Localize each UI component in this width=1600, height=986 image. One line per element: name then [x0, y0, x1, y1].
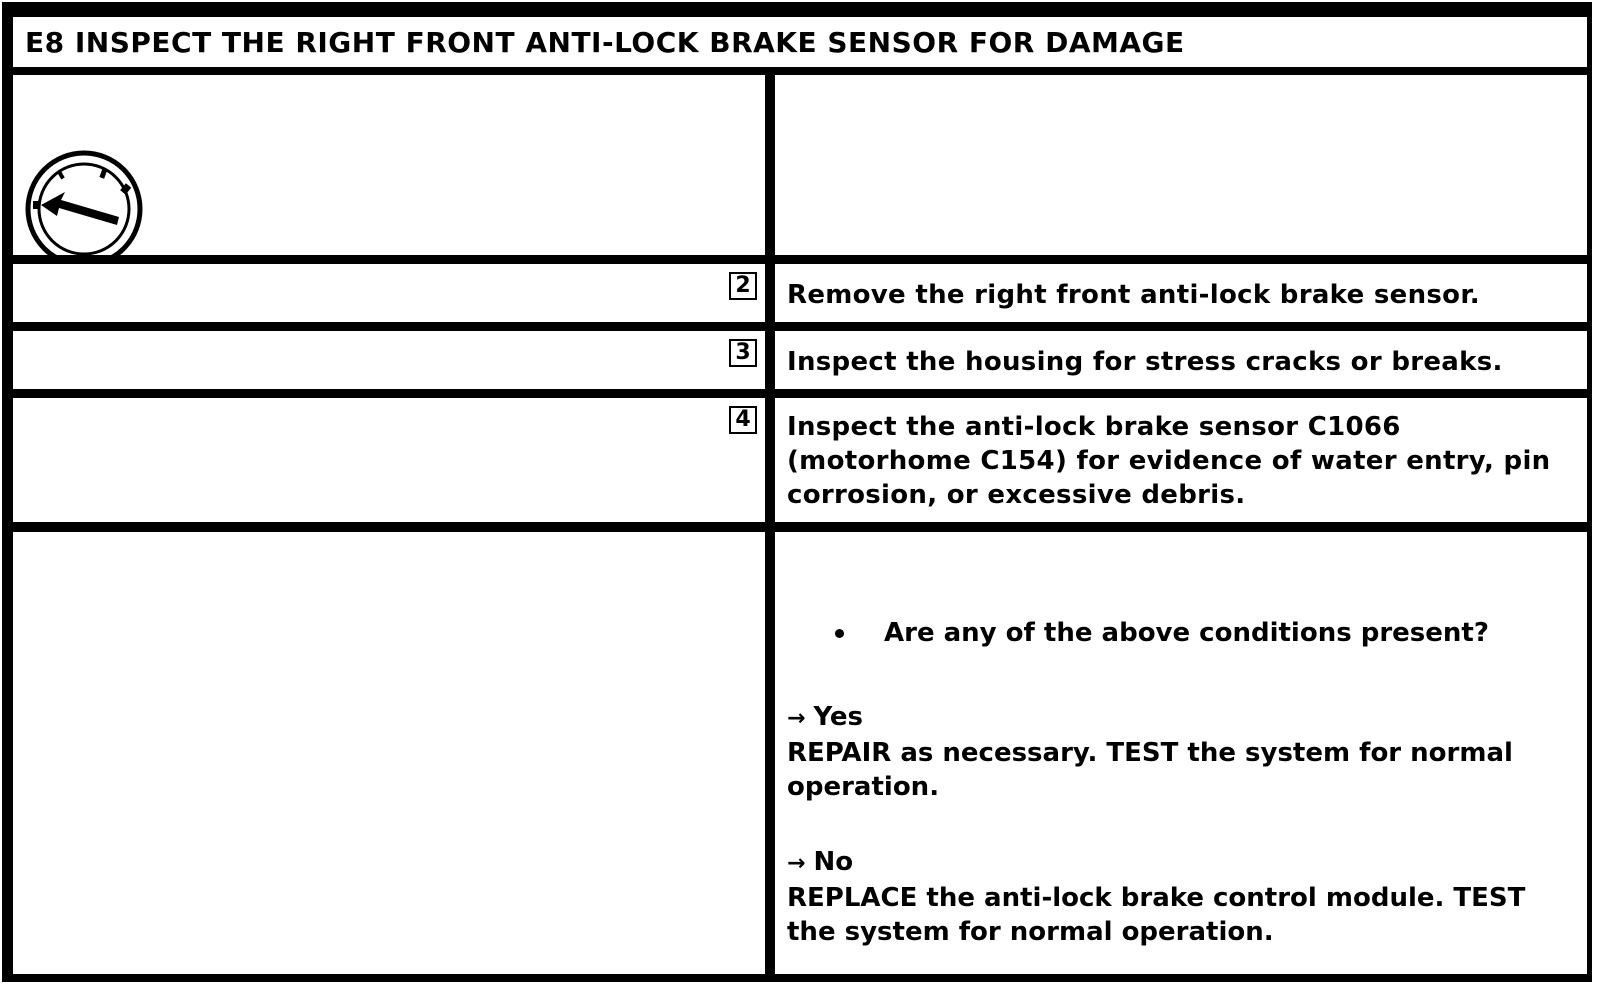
- empty-cell: [13, 532, 765, 974]
- question-cell: [775, 532, 1587, 974]
- answer-yes-text: REPAIR as necessary. TEST the system for normal operation.: [787, 738, 1513, 802]
- step-text-cell: [775, 264, 1587, 322]
- step-number: 2: [729, 272, 757, 300]
- question: [835, 618, 1489, 648]
- arrow-right-icon: →: [787, 851, 806, 876]
- step-text-cell: [775, 331, 1587, 389]
- step-text: Inspect the housing for stress cracks or breaks.: [787, 347, 1503, 377]
- answer-yes-label: Yes: [813, 702, 863, 732]
- step-number-cell: [13, 264, 765, 322]
- step-number-cell: [13, 331, 765, 389]
- icon-cell: [13, 75, 765, 255]
- arrow-right-icon: →: [787, 706, 806, 731]
- question-text: Are any of the above conditions present?: [884, 618, 1489, 648]
- step-text: Inspect the anti-lock brake sensor C1066 (motorhome C154) for evidence of water entry, pin corrosion, or excessive debris.: [787, 412, 1551, 510]
- answer-yes: [787, 700, 1567, 804]
- step-text-cell: [775, 398, 1587, 522]
- step-text: Remove the right front anti-lock brake sensor.: [787, 280, 1480, 310]
- title-row: [13, 17, 1587, 67]
- step-number-cell: [13, 398, 765, 522]
- empty-cell: [775, 75, 1587, 255]
- procedure-title: E8 INSPECT THE RIGHT FRONT ANTI-LOCK BRAKE SENSOR FOR DAMAGE: [25, 26, 1185, 59]
- bullet-icon: [835, 629, 844, 638]
- answer-no-text: REPLACE the anti-lock brake control module. TEST the system for normal operation.: [787, 883, 1526, 947]
- answer-no: [787, 845, 1567, 949]
- step-number: 4: [729, 406, 757, 434]
- answer-no-label: No: [813, 847, 854, 877]
- ignition-switch-off-icon: [25, 149, 143, 269]
- step-number: 3: [729, 339, 757, 367]
